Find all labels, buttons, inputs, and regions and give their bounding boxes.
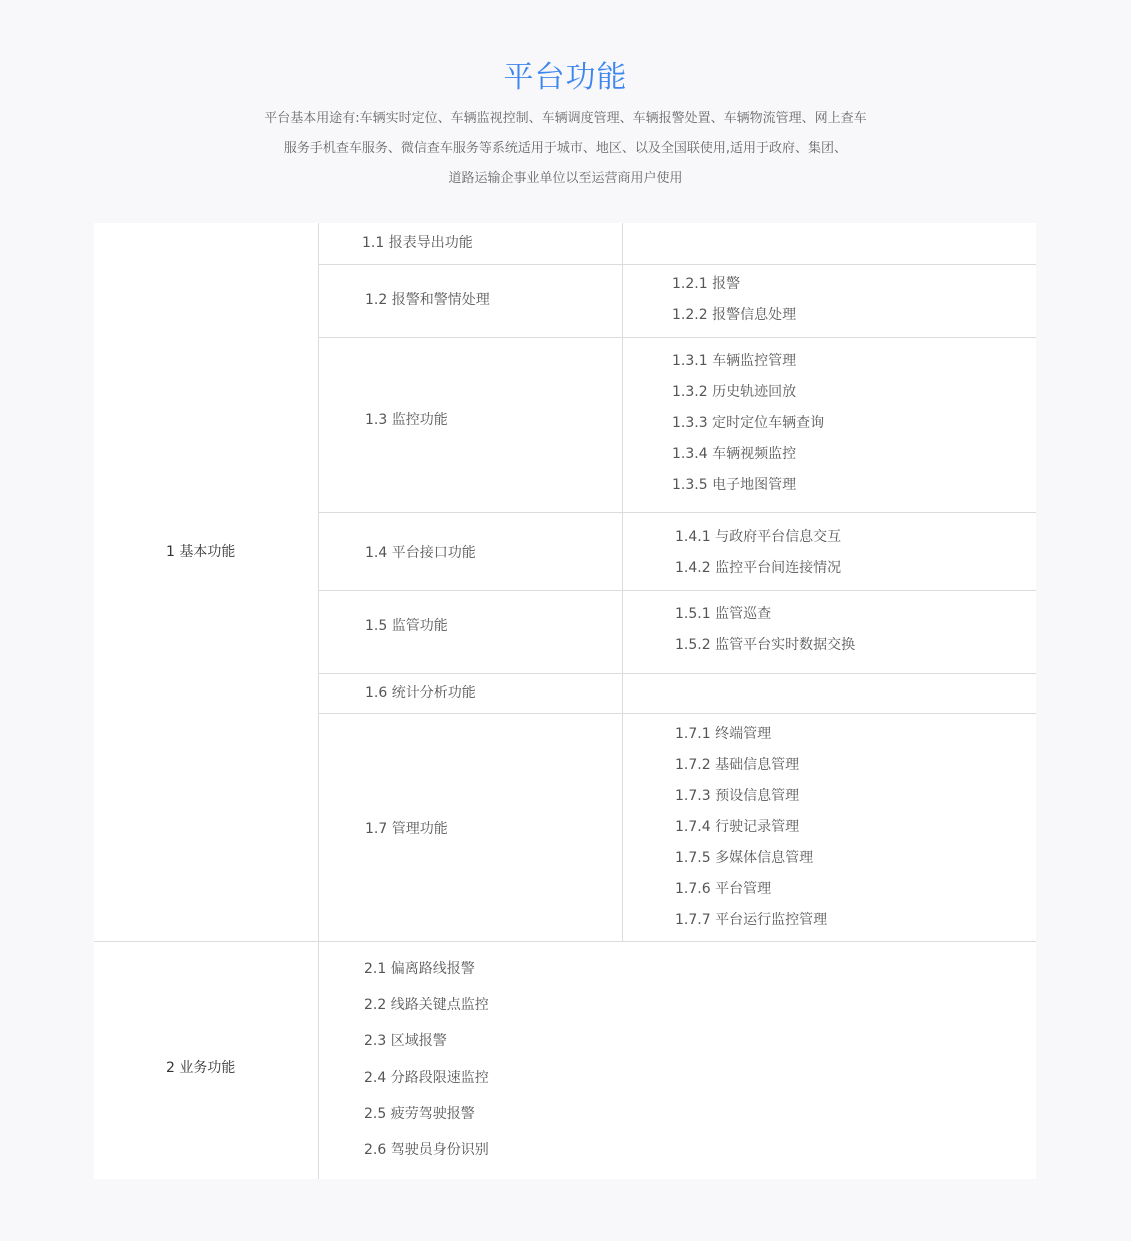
subsection-label: 1.7.3 预设信息管理 (675, 788, 800, 804)
subsection-label: 1.7.4 行驶记录管理 (675, 819, 800, 835)
column-divider (622, 223, 623, 941)
subsection-label: 1.7.1 终端管理 (675, 726, 772, 742)
subsection-label: 1.2.1 报警 (672, 276, 741, 292)
section-label: 1.5 监管功能 (365, 618, 448, 634)
subsection-label: 1.7.6 平台管理 (675, 881, 772, 897)
business-item: 2.4 分路段限速监控 (364, 1070, 489, 1086)
section-label: 1.3 监控功能 (365, 412, 448, 428)
row-divider (318, 590, 1036, 591)
description-line: 道路运输企事业单位以至运营商用户使用 (448, 171, 683, 186)
subsection-label: 1.7.5 多媒体信息管理 (675, 850, 814, 866)
section-label: 1.2 报警和警情处理 (365, 292, 490, 308)
subsection-label: 1.5.2 监管平台实时数据交换 (675, 637, 856, 653)
subsection-label: 1.4.2 监控平台间连接情况 (675, 560, 842, 576)
business-item: 2.3 区域报警 (364, 1033, 447, 1049)
business-item: 2.6 驾驶员身份识别 (364, 1142, 489, 1158)
subsection-label: 1.2.2 报警信息处理 (672, 307, 797, 323)
subsection-label: 1.4.1 与政府平台信息交互 (675, 529, 842, 545)
subsection-label: 1.5.1 监管巡查 (675, 606, 772, 622)
section-label: 1.6 统计分析功能 (365, 685, 476, 701)
business-item: 2.5 疲劳驾驶报警 (364, 1106, 475, 1122)
column-divider (318, 223, 319, 1179)
subsection-label: 1.3.4 车辆视频监控 (672, 446, 797, 462)
category-business: 2 业务功能 (166, 1060, 236, 1076)
description-line: 平台基本用途有:车辆实时定位、车辆监视控制、车辆调度管理、车辆报警处置、车辆物流管理、网上查车 (264, 111, 867, 126)
row-divider (318, 512, 1036, 513)
subsection-label: 1.7.7 平台运行监控管理 (675, 912, 828, 928)
row-divider (318, 673, 1036, 674)
business-item: 2.1 偏离路线报警 (364, 961, 475, 977)
row-divider (318, 337, 1036, 338)
subsection-label: 1.3.1 车辆监控管理 (672, 353, 797, 369)
section-label: 1.1 报表导出功能 (362, 235, 473, 251)
subsection-label: 1.7.2 基础信息管理 (675, 757, 800, 773)
category-basic: 1 基本功能 (166, 544, 236, 560)
category-divider (94, 941, 1036, 942)
row-divider (318, 713, 1036, 714)
page-description (0, 104, 1131, 194)
feature-table (94, 223, 1036, 1179)
business-item: 2.2 线路关键点监控 (364, 997, 489, 1013)
page-title: 平台功能 (503, 60, 628, 95)
subsection-label: 1.3.5 电子地图管理 (672, 477, 797, 493)
description-line: 服务手机查车服务、微信查车服务等系统适用于城市、地区、以及全国联使用,适用于政府、集团、 (283, 141, 848, 156)
section-label: 1.7 管理功能 (365, 821, 448, 837)
subsection-label: 1.3.2 历史轨迹回放 (672, 384, 797, 400)
row-divider (318, 264, 1036, 265)
subsection-label: 1.3.3 定时定位车辆查询 (672, 415, 825, 431)
section-label: 1.4 平台接口功能 (365, 545, 476, 561)
